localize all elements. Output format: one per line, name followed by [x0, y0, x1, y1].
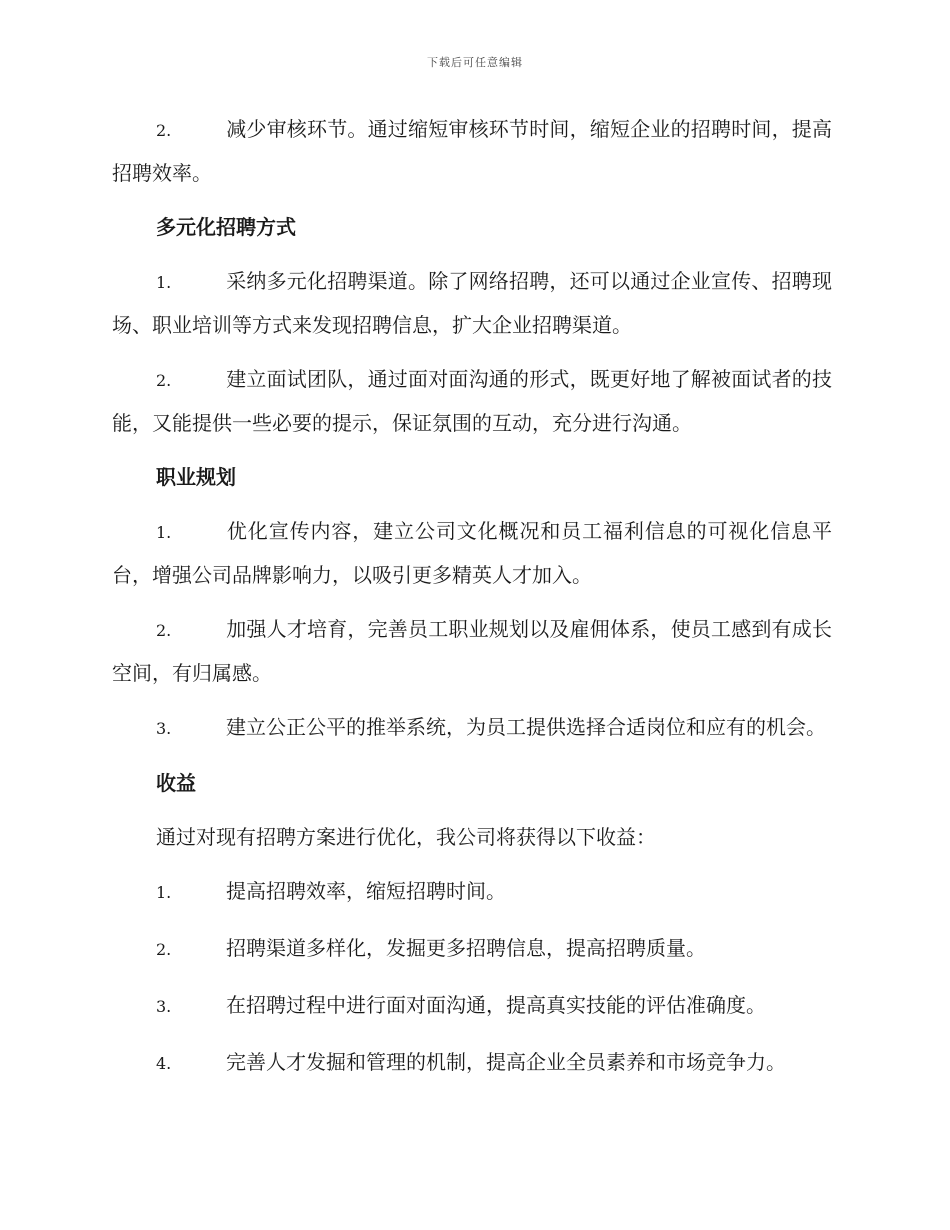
- document-body: [112, 108, 832, 1098]
- list-number: 4.: [156, 1054, 172, 1073]
- list-item: [112, 927, 832, 971]
- paragraph: 通过对现有招聘方案进行优化，我公司将获得以下收益：: [156, 825, 656, 849]
- list-number: 1.: [156, 523, 172, 542]
- list-item: [112, 510, 832, 596]
- section-heading: 收益: [156, 771, 196, 795]
- list-number: 2.: [156, 621, 172, 640]
- list-item: [112, 108, 832, 194]
- list-number: 2.: [156, 121, 172, 140]
- list-item: [112, 984, 832, 1028]
- list-item: [112, 260, 832, 346]
- list-number: 2.: [156, 371, 172, 390]
- section-heading: 多元化招聘方式: [156, 215, 296, 239]
- list-text: 采纳多元化招聘渠道。除了网络招聘，还可以通过企业宣传、招聘现场、职业培训等方式来发现招聘信息，扩大企业招聘渠道。: [112, 269, 832, 337]
- page-header: 下载后可任意编辑: [427, 56, 523, 69]
- list-number: 3.: [156, 997, 172, 1016]
- list-text: 优化宣传内容，建立公司文化概况和员工福利信息的可视化信息平台，增强公司品牌影响力，以吸引更多精英人才加入。: [112, 519, 832, 587]
- list-text: 加强人才培育，完善员工职业规划以及雇佣体系，使员工感到有成长空间，有归属感。: [112, 617, 832, 685]
- list-number: 1.: [156, 273, 172, 292]
- list-text: 在招聘过程中进行面对面沟通，提高真实技能的评估准确度。: [226, 993, 766, 1017]
- list-number: 2.: [156, 940, 172, 959]
- list-text: 建立公正公平的推举系统，为员工提供选择合适岗位和应有的机会。: [226, 715, 826, 739]
- list-text: 建立面试团队，通过面对面沟通的形式，既更好地了解被面试者的技能，又能提供一些必要的提示，保证氛围的互动，充分进行沟通。: [112, 367, 832, 435]
- list-item: [112, 608, 832, 694]
- list-text: 招聘渠道多样化，发掘更多招聘信息，提高招聘质量。: [226, 936, 706, 960]
- list-item: [112, 870, 832, 914]
- list-text: 提高招聘效率，缩短招聘时间。: [226, 879, 506, 903]
- list-text: 完善人才发掘和管理的机制，提高企业全员素养和市场竞争力。: [226, 1050, 786, 1074]
- list-number: 3.: [156, 719, 172, 738]
- list-text: 减少审核环节。通过缩短审核环节时间，缩短企业的招聘时间，提高招聘效率。: [112, 117, 832, 185]
- list-item: [112, 1041, 832, 1085]
- list-number: 1.: [156, 883, 172, 902]
- list-item: [112, 706, 832, 750]
- section-heading: 职业规划: [156, 465, 236, 489]
- list-item: [112, 358, 832, 444]
